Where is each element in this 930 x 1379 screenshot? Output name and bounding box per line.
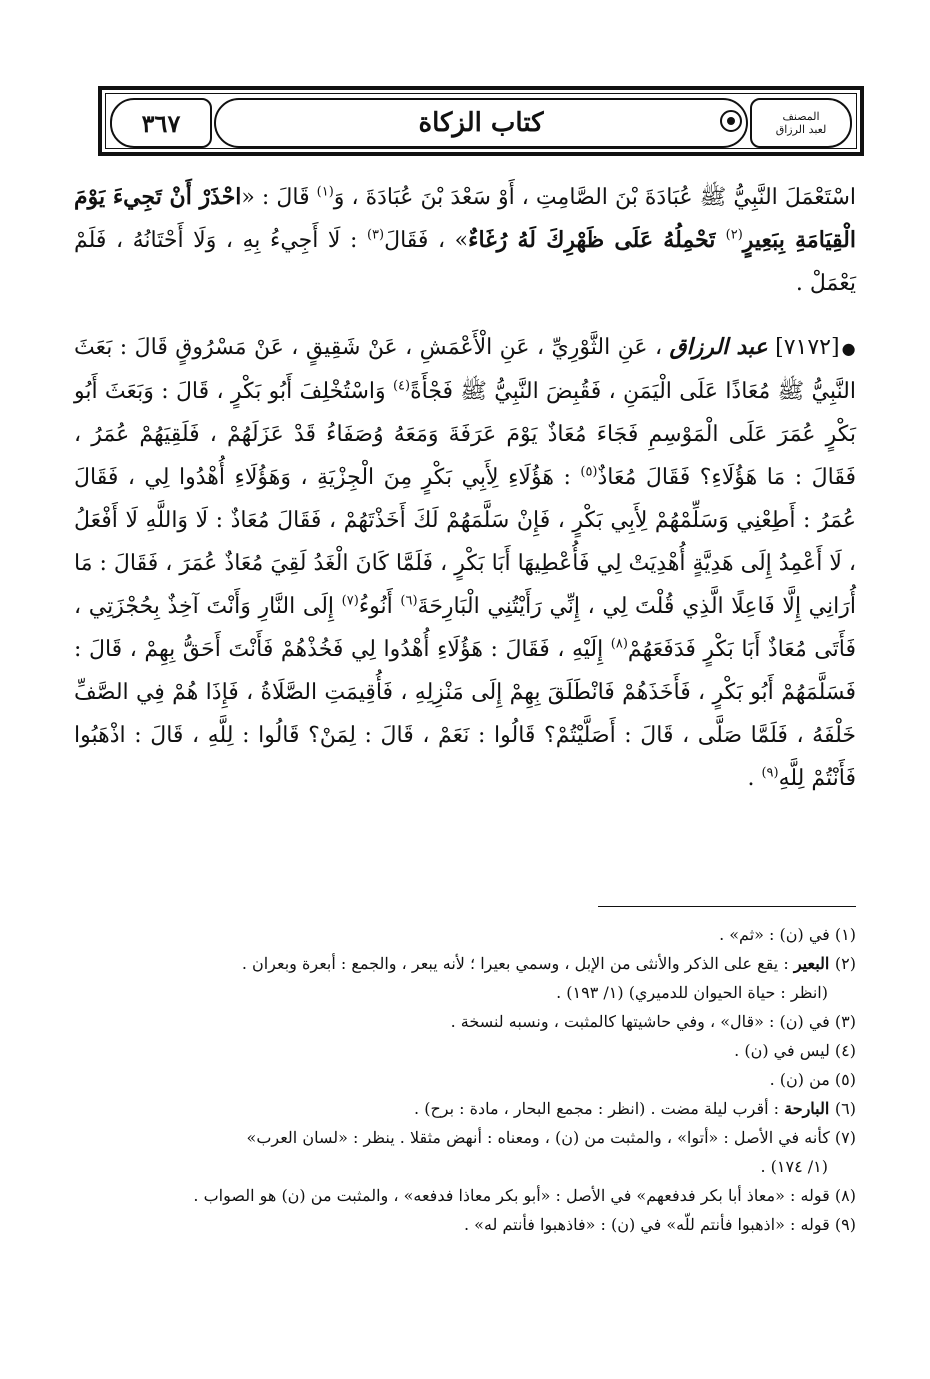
footnote-text: : يقع على الذكر والأنثى من الإبل ، وسمي بعيرا ؛ لأنه يبعر ، والجمع : أبعرة وبعران .	[241, 954, 794, 973]
footnote-3	[74, 1007, 856, 1036]
footnote-1	[74, 920, 856, 949]
footnote-label: (٥)	[834, 1070, 856, 1089]
footnote-2	[74, 949, 856, 978]
footnote-text: ليس في (ن) .	[734, 1041, 835, 1060]
footnote-label: (٨)	[834, 1186, 856, 1205]
footnote-text: (انظر : حياة الحيوان للدميري) (١/ ١٩٣) .	[556, 983, 828, 1002]
hadith-number: [٧١٧٢]	[775, 335, 840, 360]
footnote-6	[74, 1094, 856, 1123]
footnotes	[74, 920, 856, 1239]
page-header	[98, 86, 864, 156]
footnote-8	[74, 1181, 856, 1210]
text-run: .	[747, 766, 762, 791]
paragraph-2	[74, 326, 856, 800]
footnote-4	[74, 1036, 856, 1065]
text-run: ، عَنِ الثَّوْرِيِّ ، عَنِ الْأَعْمَشِ ، عَنْ شَقِيقٍ ، عَنْ مَسْرُوقٍ قَالَ : بَعَثَ النَّبِيُّ ﷺ مُعَاذًا عَلَى الْيَمَنِ ، فَقُبِضَ النَّبِيُّ ﷺ فَجْأَةً	[74, 335, 856, 404]
chapter-title-text: كتاب الزكاة	[418, 108, 544, 138]
footnote-7-continued	[74, 1152, 856, 1181]
footnote-text: من (ن) .	[769, 1070, 835, 1089]
footnote-ref: (٤)	[392, 378, 411, 394]
footnote-label: (٦)	[834, 1099, 856, 1118]
footnote-ref: (٦)	[400, 593, 418, 609]
footnote-label: (٧)	[834, 1128, 856, 1147]
text-run: إِلَيْهِ ، فَقَالَ : هَؤُلَاءِ أُهْدُوا لِي فَخُذْهُمْ فَأَنْتَ أَحَقُّ بِهِمْ ، قَالَ : فَسَلَّمَهُمْ أَبُو بَكْرٍ ، فَأَخَذَهُمْ فَانْطَلَقَ بِهِمْ إِلَى مَنْزِلِهِ ، فَأُقِيمَتِ الصَّلَاةُ ، فَإِذَا هُمْ فِي الصَّفِّ خَلْفَهُ ، فَلَمَّا صَلَّى ، قَالَ : أَصَلَّيْتُمْ؟ قَالُوا : نَعَمْ ، قَالَ : لِمَنْ؟ قَالُوا : لِلَّهِ ، قَالَ : اذْهَبُوا فَأَنْتُمْ لِلَّهِ	[74, 637, 856, 791]
footnote-text: قوله : «اذهبوا فأنتم للّه» في (ن) : «فاذهبوا فأنتم له» .	[463, 1215, 835, 1234]
author-name: عبد الرزاق	[669, 334, 768, 360]
chapter-title	[214, 98, 748, 148]
footnote-text: : أقرب ليلة مضت . (انظر : مجمع البحار ، مادة : برح) .	[414, 1099, 785, 1118]
footnote-ref: (٣)	[366, 227, 385, 243]
footnote-5	[74, 1065, 856, 1094]
footnote-text: كأنه في الأصل : «أتوا» ، والمثبت من (ن) ، ومعناه : أنهض مثقلا . ينظر : «لسان العرب»	[246, 1128, 835, 1147]
footnote-text: في (ن) : «ثم» .	[719, 925, 835, 944]
book-name-line2: لعبد الرزاق	[775, 123, 827, 136]
text-run: : لَا أَجِيءُ بِهِ ، وَلَا أَحْتَانُهُ ، فَلَمْ يَعْمَلْ .	[74, 228, 856, 296]
footnote-term: البعير	[793, 954, 835, 973]
footnote-ref: (١)	[316, 184, 334, 200]
footnote-7	[74, 1123, 856, 1152]
footnote-label: (٤)	[834, 1041, 856, 1060]
text-run: قَالَ : «	[241, 185, 317, 210]
footnote-ref: (٧)	[341, 593, 359, 609]
footnote-label: (٩)	[834, 1215, 856, 1234]
hadith-quote: احْذَرْ أَنْ تَجِيءَ يَوْمَ الْقِيَامَةِ بِبَعِيرٍ	[74, 184, 856, 253]
footnote-term: البارحة	[784, 1099, 835, 1118]
footnote-ref: (٢)	[725, 227, 743, 243]
book-name-line1: المصنف	[782, 110, 820, 123]
page-number	[110, 98, 212, 148]
footnote-text: قوله : «معاذ أبا بكر فدفعهم» في الأصل : «أبو بكر معاذا فدفعه» ، والمثبت من (ن) هو الصواب .	[193, 1186, 835, 1205]
text-run: وَاسْتُخْلِفَ أَبُو بَكْرٍ ، قَالَ : وَبَعَثَ أَبُو بَكْرٍ عُمَرَ عَلَى الْمَوْسِمِ فَجَاءَ مُعَاذٌ يَوْمَ عَرَفَةَ وَمَعَهُ وُصَفَاءُ قَدْ عَزَلَهُمْ ، فَلَقِيَهُمْ عُمَرُ ، فَقَالَ : مَا هَؤُلَاءِ؟ فَقَالَ مُعَاذٌ	[74, 379, 857, 490]
text-run: : هَؤُلَاءِ لِأَبِي بَكْرٍ مِنَ الْجِزْيَةِ ، وَهَؤُلَاءِ أُهْدُوا لِي ، فَقَالَ عُمَرُ : أَطِعْنِي وَسَلِّمْهُمْ لِأَبِي بَكْرٍ ، فَإِنْ سَلَّمَهُمْ لَكَ أَخَذْتَهُمْ ، فَقَالَ مُعَاذٌ : لَا وَاللَّهِ لَا أَفْعَلُ ، لَا أَعْمِدُ إِلَى هَدِيَّةٍ أُهْدِيَتْ لِي فَأُعْطِيهَا أَبَا بَكْرٍ ، فَلَمَّا كَانَ الْغَدُ لَقِيَ مُعَاذٌ عُمَرَ ، فَقَالَ : مَا أُرَانِي إِلَّا فَاعِلًا الَّذِي قُلْتَ لِي ، إِنِّي رَأَيْتُنِي الْبَارِحَةَ	[74, 465, 856, 619]
footnote-label: (٢)	[834, 954, 856, 973]
footnote-9	[74, 1210, 856, 1239]
book-name-box	[750, 98, 852, 148]
footnote-2-continued	[74, 978, 856, 1007]
footnote-ref: (٥)	[580, 464, 598, 480]
text-run: » ، فَقَالَ	[384, 228, 469, 253]
footnote-text: في (ن) : «قال» ، وفي حاشيتها كالمثبت ، ونسبه لنسخة .	[450, 1012, 835, 1031]
paragraph-1	[74, 176, 856, 305]
text-run: اسْتَعْمَلَ النَّبِيُّ ﷺ عُبَادَةَ بْنَ الصَّامِتِ ، أَوْ سَعْدَ بْنَ عُبَادَةَ ، وَ	[333, 185, 856, 210]
ornament-icon	[718, 108, 744, 134]
footnote-divider	[598, 906, 856, 907]
footnote-ref: (٨)	[610, 636, 628, 652]
page-number-text: ٣٦٧	[141, 108, 181, 138]
footnote-text: (١/ ١٧٤) .	[760, 1157, 828, 1176]
footnote-ref: (٩)	[761, 765, 779, 781]
text-run: أَنُوءُ	[358, 594, 401, 619]
bullet-icon: ●	[841, 339, 857, 358]
footnote-label: (٣)	[834, 1012, 856, 1031]
text-run: إِلَى النَّارِ وَأَنْتَ آخِذٌ بِحُجْزَتِي ، فَأَتَى مُعَاذٌ أَبَا بَكْرٍ فَدَفَعَهُمْ	[74, 594, 856, 662]
footnote-label: (١)	[834, 925, 856, 944]
hadith-quote: تَحْمِلُهُ عَلَى ظَهْرِكَ لَهُ رُغَاءٌ	[468, 227, 726, 253]
